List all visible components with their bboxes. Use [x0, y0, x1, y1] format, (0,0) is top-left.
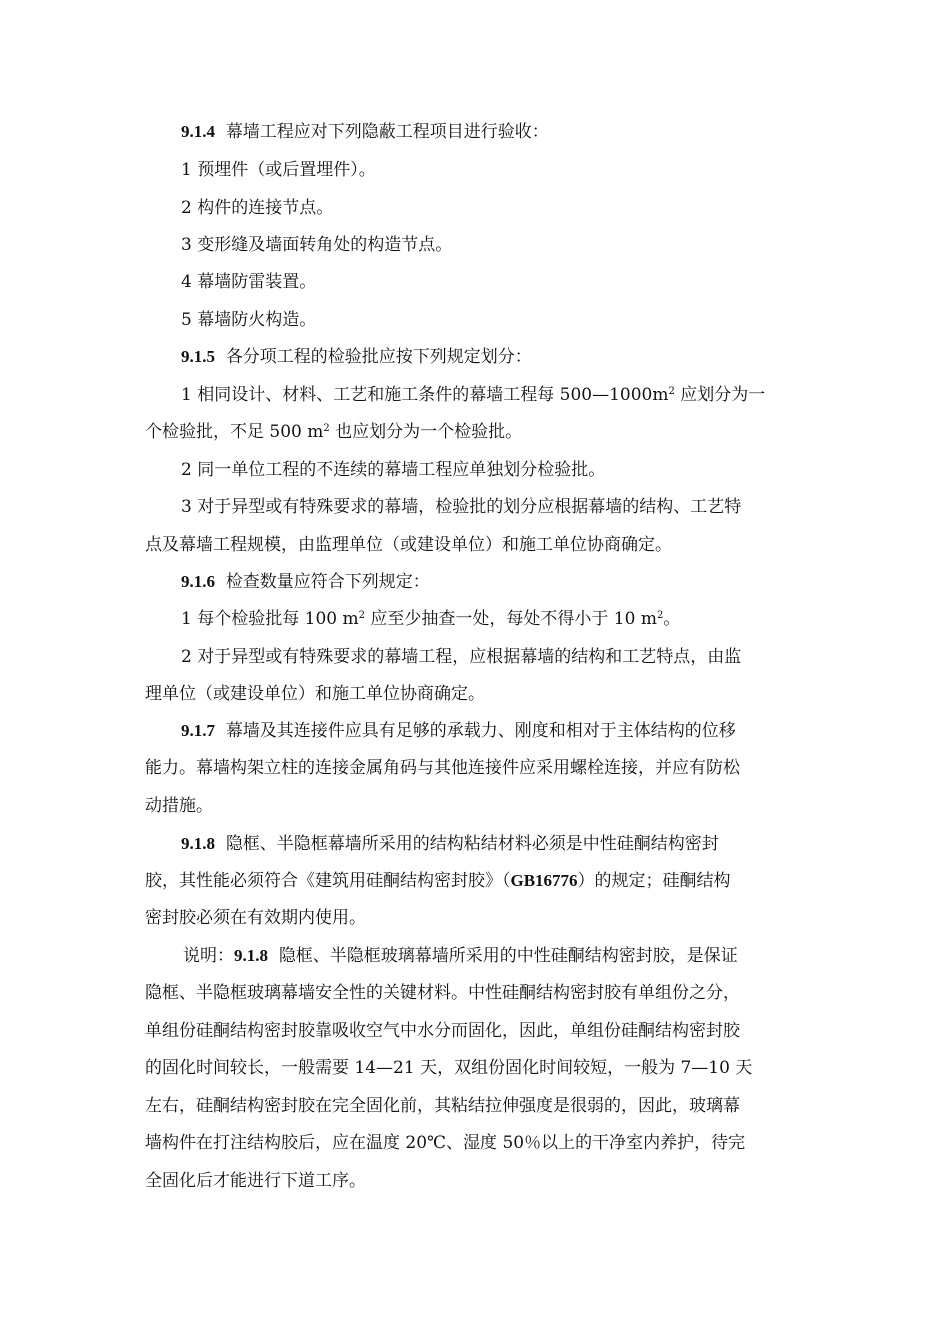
clause-text: 各分项工程的检验批应按下列规定划分： — [225, 347, 532, 367]
list-item: 2 构件的连接节点。 — [181, 198, 334, 218]
text-run: 应划分为一 — [680, 385, 766, 405]
clause-9-1-7-heading — [181, 721, 736, 741]
paragraph-line: 动措施。 — [145, 796, 213, 816]
list-item: 2 对于异型或有特殊要求的幕墙工程，应根据幕墙的结构和工艺特点，由监 — [181, 647, 742, 667]
list-item-continuation — [145, 422, 522, 442]
text-run: 个检验批，不足 500 m — [145, 422, 324, 442]
note-line: 单组份硅酮结构密封胶靠吸收空气中水分而固化，因此，单组份硅酮结构密封胶 — [145, 1021, 740, 1041]
list-item: 3 对于异型或有特殊要求的幕墙，检验批的划分应根据幕墙的结构、工艺特 — [181, 497, 742, 517]
paragraph-line — [145, 871, 731, 891]
note-line: 左右，硅酮结构密封胶在完全固化前，其粘结拉伸强度是很弱的，因此，玻璃幕 — [145, 1096, 740, 1116]
list-item: 2 同一单位工程的不连续的幕墙工程应单独划分检验批。 — [181, 460, 606, 480]
clause-text: 幕墙及其连接件应具有足够的承载力、刚度和相对于主体结构的位移 — [225, 721, 736, 741]
clause-9-1-8-heading — [181, 834, 719, 854]
list-item — [181, 385, 765, 405]
text-run: 也应划分为一个检验批。 — [335, 422, 523, 442]
list-item — [181, 609, 680, 629]
paragraph-line: 密封胶必须在有效期内使用。 — [145, 908, 366, 928]
superscript: 2 — [323, 423, 330, 434]
list-item-continuation: 理单位（或建设单位）和施工单位协商确定。 — [145, 684, 485, 704]
text-run: 。 — [663, 609, 681, 629]
superscript: 2 — [668, 386, 675, 397]
list-item: 1 预埋件（或后置埋件）。 — [181, 160, 376, 180]
note-line: 隐框、半隐框玻璃幕墙安全性的关键材料。中性硅酮结构密封胶有单组份之分， — [145, 983, 740, 1003]
text-run: 1 相同设计、材料、工艺和施工条件的幕墙工程每 500—1000m — [181, 385, 669, 405]
clause-number: 9.1.8 — [181, 834, 215, 853]
text-run: 1 每个检验批每 100 m — [181, 609, 359, 629]
clause-text: 检查数量应符合下列规定： — [225, 572, 430, 592]
text-run: 胶，其性能必须符合《建筑用硅酮结构密封胶》（ — [145, 871, 511, 891]
note-prefix: 说明： — [183, 946, 234, 966]
standard-code: GB16776 — [510, 871, 578, 890]
superscript: 2 — [656, 610, 664, 621]
note-text: 隐框、半隐框玻璃幕墙所采用的中性硅酮结构密封胶，是保证 — [278, 946, 738, 966]
text-run: 应至少抽查一处，每处不得小于 10 m — [370, 609, 657, 629]
list-item: 3 变形缝及墙面转角处的构造节点。 — [181, 235, 453, 255]
note-heading — [183, 946, 738, 966]
clause-9-1-4-heading — [181, 122, 549, 142]
list-item: 4 幕墙防雷装置。 — [181, 272, 317, 292]
clause-text: 幕墙工程应对下列隐蔽工程项目进行验收： — [225, 122, 549, 142]
clause-number: 9.1.7 — [181, 721, 215, 740]
clause-number: 9.1.5 — [181, 347, 215, 366]
superscript: 2 — [358, 610, 365, 621]
paragraph-line: 能力。幕墙构架立柱的连接金属角码与其他连接件应采用螺栓连接，并应有防松 — [145, 758, 740, 778]
clause-number: 9.1.8 — [234, 946, 268, 965]
list-item: 5 幕墙防火构造。 — [181, 310, 317, 330]
clause-9-1-5-heading — [181, 347, 532, 367]
clause-number: 9.1.6 — [181, 572, 215, 591]
clause-number: 9.1.4 — [181, 122, 215, 141]
note-line: 墙构件在打注结构胶后，应在温度 20℃、湿度 50％以上的干净室内养护，待完 — [145, 1133, 746, 1153]
clause-9-1-6-heading — [181, 572, 430, 592]
clause-text: 隐框、半隐框幕墙所采用的结构粘结材料必须是中性硅酮结构密封 — [225, 834, 719, 854]
list-item-continuation: 点及幕墙工程规模，由监理单位（或建设单位）和施工单位协商确定。 — [145, 535, 672, 555]
text-run: ）的规定；硅酮结构 — [577, 871, 731, 891]
note-line: 全固化后才能进行下道工序。 — [145, 1171, 366, 1191]
note-line: 的固化时间较长，一般需要 14—21 天，双组份固化时间较短，一般为 7—10 天 — [145, 1058, 753, 1078]
